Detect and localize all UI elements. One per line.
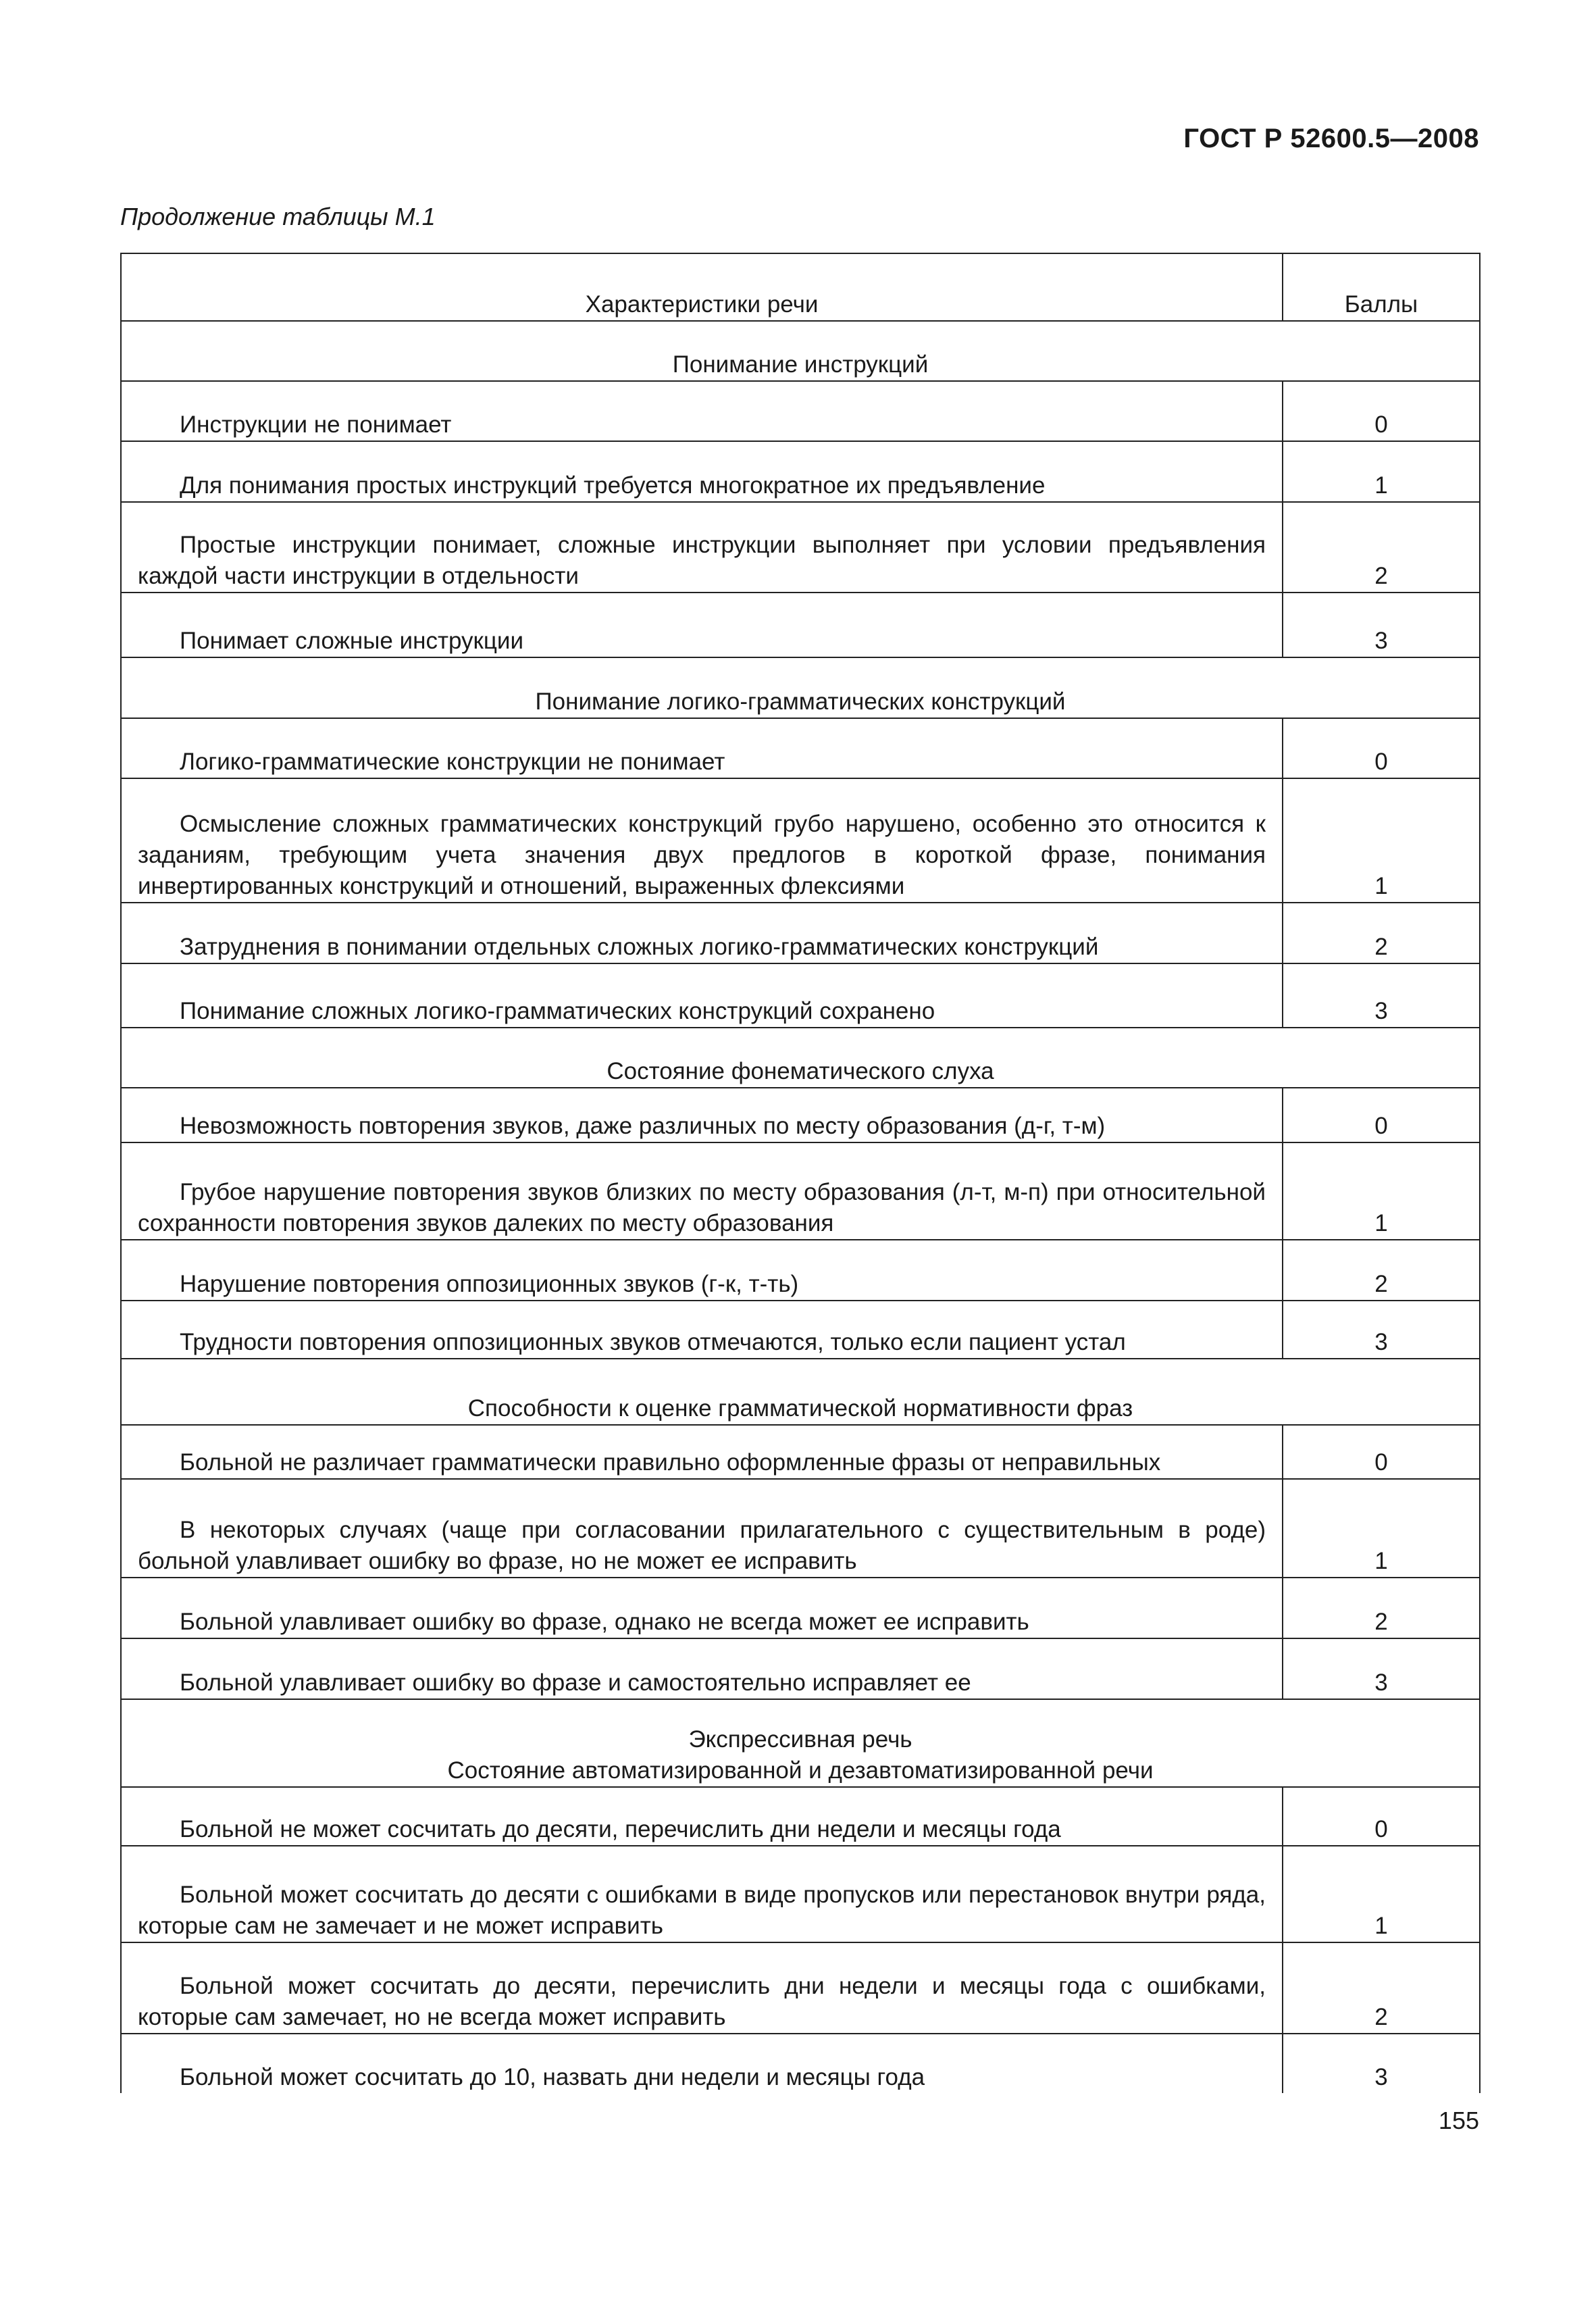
section-row <box>121 321 1480 381</box>
characteristic-text: Невозможность повторения звуков, даже различных по месту образования (д-г, т-м) <box>121 1088 1283 1142</box>
score-value: 0 <box>1283 718 1480 778</box>
section-row <box>121 1699 1480 1787</box>
score-value: 1 <box>1283 778 1480 903</box>
table-row <box>121 1638 1480 1699</box>
table-row <box>121 1088 1480 1142</box>
characteristic-text: Грубое нарушение повторения звуков близких по месту образования (л-т, м-п) при относительной сохранности повторения звуков далеких по месту образования <box>121 1142 1283 1240</box>
characteristic-text: Затруднения в понимании отдельных сложных логико-грамматических конструкций <box>121 903 1283 963</box>
characteristic-text: В некоторых случаях (чаще при согласовании прилагательного с существительным в роде) больной улавливает ошибку во фразе, но не может ее исправить <box>121 1479 1283 1578</box>
score-value: 2 <box>1283 903 1480 963</box>
table-row <box>121 778 1480 903</box>
section-title <box>121 1699 1480 1787</box>
score-value: 2 <box>1283 1240 1480 1301</box>
table-row <box>121 1425 1480 1479</box>
score-value: 3 <box>1283 593 1480 657</box>
table-row <box>121 441 1480 502</box>
section-row <box>121 1028 1480 1088</box>
table-row <box>121 1578 1480 1638</box>
section-title-line: Экспрессивная речь <box>688 1726 912 1753</box>
characteristic-text: Для понимания простых инструкций требуется многократное их предъявление <box>121 441 1283 502</box>
characteristic-text: Логико-грамматические конструкции не понимает <box>121 718 1283 778</box>
score-value: 1 <box>1283 1846 1480 1942</box>
score-value: 0 <box>1283 381 1480 441</box>
characteristic-text: Инструкции не понимает <box>121 381 1283 441</box>
characteristic-text: Трудности повторения оппозиционных звуков отмечаются, только если пациент устал <box>121 1301 1283 1359</box>
table-row <box>121 593 1480 657</box>
table-row <box>121 502 1480 593</box>
characteristic-text: Простые инструкции понимает, сложные инструкции выполняет при условии предъявления каждой части инструкции в отдельности <box>121 502 1283 593</box>
table-row <box>121 903 1480 963</box>
table-row <box>121 1301 1480 1359</box>
characteristic-text: Нарушение повторения оппозиционных звуков (г-к, т-ть) <box>121 1240 1283 1301</box>
characteristic-text: Осмысление сложных грамматических конструкций грубо нарушено, особенно это относится к заданиям, требующим учета значения двух предлогов в короткой фразе, понимания инвертированных конструкций и отношений, выраженных флексиями <box>121 778 1283 903</box>
section-title: Состояние фонематического слуха <box>121 1028 1480 1088</box>
table-row <box>121 963 1480 1028</box>
characteristic-text: Понимает сложные инструкции <box>121 593 1283 657</box>
characteristic-text: Больной улавливает ошибку во фразе, однако не всегда может ее исправить <box>121 1578 1283 1638</box>
column-header-characteristics: Характеристики речи <box>121 253 1283 321</box>
score-value: 0 <box>1283 1425 1480 1479</box>
page-number: 155 <box>1438 2107 1479 2134</box>
section-title: Понимание инструкций <box>121 321 1480 381</box>
score-value: 2 <box>1283 1578 1480 1638</box>
characteristic-text: Больной не различает грамматически правильно оформленные фразы от неправильных <box>121 1425 1283 1479</box>
score-value: 0 <box>1283 1088 1480 1142</box>
characteristic-text: Больной может сосчитать до десяти с ошибками в виде пропусков или перестановок внутри ряда, которые сам не замечает и не может исправить <box>121 1846 1283 1942</box>
document-code: ГОСТ Р 52600.5—2008 <box>1183 124 1479 153</box>
characteristic-text: Понимание сложных логико-грамматических конструкций сохранено <box>121 963 1283 1028</box>
table-row <box>121 718 1480 778</box>
table-header-row <box>121 253 1480 321</box>
section-row <box>121 657 1480 718</box>
score-value: 1 <box>1283 1142 1480 1240</box>
characteristic-text: Больной не может сосчитать до десяти, перечислить дни недели и месяцы года <box>121 1787 1283 1846</box>
characteristic-text: Больной может сосчитать до 10, назвать дни недели и месяцы года <box>121 2034 1283 2093</box>
characteristic-text: Больной улавливает ошибку во фразе и самостоятельно исправляет ее <box>121 1638 1283 1699</box>
table-row <box>121 1142 1480 1240</box>
assessment-table <box>120 253 1481 2093</box>
score-value: 2 <box>1283 502 1480 593</box>
table-row <box>121 1479 1480 1578</box>
table-row <box>121 1787 1480 1846</box>
table-row <box>121 381 1480 441</box>
table-row <box>121 1846 1480 1942</box>
score-value: 3 <box>1283 1301 1480 1359</box>
section-title: Способности к оценке грамматической нормативности фраз <box>121 1359 1480 1425</box>
score-value: 1 <box>1283 1479 1480 1578</box>
column-header-score: Баллы <box>1283 253 1480 321</box>
score-value: 3 <box>1283 1638 1480 1699</box>
table-row <box>121 1942 1480 2034</box>
score-value: 3 <box>1283 2034 1480 2093</box>
table-caption: Продолжение таблицы М.1 <box>120 203 436 230</box>
score-value: 1 <box>1283 441 1480 502</box>
characteristic-text: Больной может сосчитать до десяти, перечислить дни недели и месяцы года с ошибками, которые сам замечает, но не всегда может исправить <box>121 1942 1283 2034</box>
score-value: 2 <box>1283 1942 1480 2034</box>
section-title: Понимание логико-грамматических конструкций <box>121 657 1480 718</box>
table-row <box>121 1240 1480 1301</box>
score-value: 0 <box>1283 1787 1480 1846</box>
score-value: 3 <box>1283 963 1480 1028</box>
section-subtitle: Состояние автоматизированной и дезавтоматизированной речи <box>447 1757 1154 1784</box>
section-row <box>121 1359 1480 1425</box>
table-row <box>121 2034 1480 2093</box>
